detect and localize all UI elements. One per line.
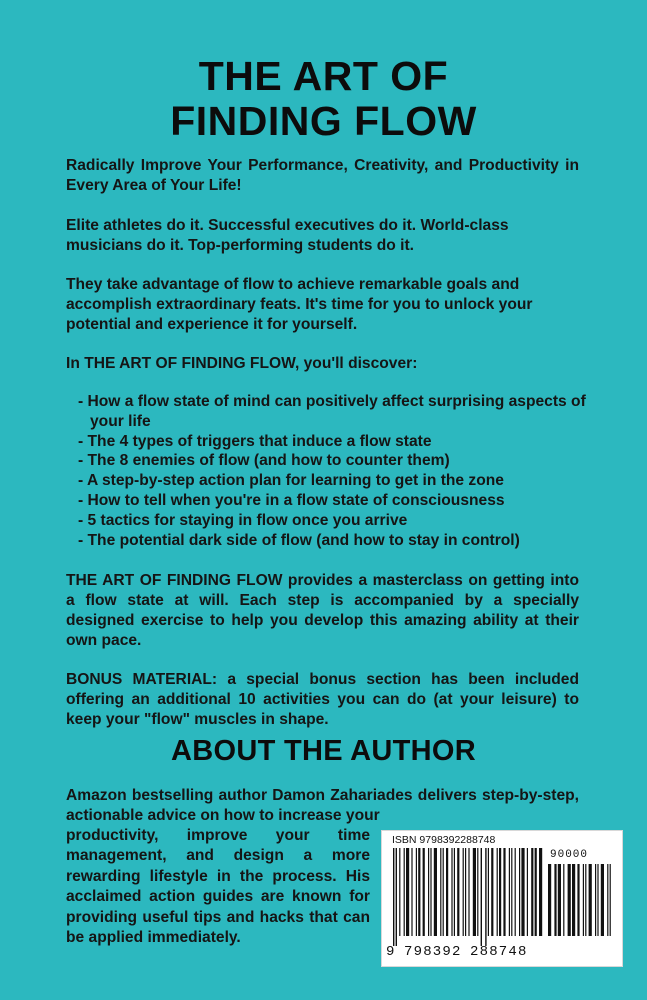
barcode-bar (521, 848, 524, 936)
list-item: - A step-by-step action plan for learning to get in the zone (78, 472, 504, 490)
masterclass-paragraph: THE ART OF FINDING FLOW provides a masterclass on getting into a flow state at will. Each step is accompanied by a specially designed exercise to help you develop this amazing ability at their own pace. (66, 572, 579, 649)
barcode-bar (488, 848, 489, 936)
barcode-bar (503, 848, 505, 936)
list-item: - The potential dark side of flow (and how to stay in control) (78, 531, 520, 549)
intro-paragraph: Elite athletes do it. Successful executives do it. World-class musicians do it. Top-performing students do it. (66, 217, 509, 254)
list-item: - The 8 enemies of flow (and how to counter them) (78, 452, 450, 470)
barcode-bar (434, 848, 437, 936)
addon-bars (548, 864, 614, 946)
discover-heading: In THE ART OF FINDING FLOW, you'll discover: (66, 355, 418, 372)
bonus-paragraph: BONUS MATERIAL: a special bonus section has been included offering an additional 10 activities you can do (at your leisure) to keep your "flow" muscles in shape. (66, 671, 579, 728)
tagline: Radically Improve Your Performance, Creativity, and Productivity in Every Area of Your Life! (66, 157, 579, 194)
barcode-bar (535, 848, 537, 936)
list-item: - How to tell when you're in a flow state of consciousness (78, 491, 505, 509)
barcode-bar (416, 848, 417, 936)
barcode-bar (589, 864, 592, 936)
barcode-bar (519, 848, 520, 936)
barcode-bar (430, 848, 431, 936)
barcode-bar (531, 848, 533, 936)
barcode-bar (497, 848, 498, 936)
ean13-bars (393, 848, 543, 946)
barcode-bar (399, 848, 400, 936)
isbn-barcode (381, 830, 623, 967)
title-line-2: FINDING FLOW (170, 98, 477, 144)
barcode-bar (539, 848, 542, 936)
about-author-heading: ABOUT THE AUTHOR (171, 735, 476, 767)
barcode-bar (563, 864, 564, 936)
barcode-bar (393, 848, 394, 946)
barcode-bar (477, 848, 478, 936)
barcode-bar (527, 848, 528, 936)
title-line-1: THE ART OF (198, 53, 449, 99)
barcode-bar (396, 848, 397, 946)
barcode-bar (583, 864, 584, 936)
barcode-bar (443, 848, 444, 936)
barcode-bar (457, 848, 459, 936)
barcode-bar (499, 848, 501, 936)
barcode-bar (440, 848, 441, 936)
isbn-digit-group-2: 288748 (470, 944, 528, 960)
barcode-bar (597, 864, 598, 936)
isbn-digit-group-1: 798392 (404, 944, 462, 960)
list-item: - How a flow state of mind can positively affect surprising aspects of your life (78, 393, 586, 430)
barcode-bar (423, 848, 425, 936)
barcode-bar (548, 864, 551, 936)
barcode-bar (585, 864, 586, 936)
barcode-bar (572, 864, 575, 936)
barcode-bar (515, 848, 516, 936)
barcode-bar (465, 848, 466, 936)
barcode-bar (428, 848, 429, 936)
isbn-label: ISBN 9798392288748 (392, 834, 496, 846)
flow-paragraph: They take advantage of flow to achieve remarkable goals and accomplish extraordinary feats. It's time for you to unlock your potential and experience it for yourself. (66, 276, 533, 333)
barcode-bar (406, 848, 409, 936)
barcode-bar (607, 864, 608, 936)
barcode-bar (473, 848, 476, 936)
addon-number: 90000 (550, 849, 589, 861)
author-bio-top: Amazon bestselling author Damon Zahariades delivers step-by-step, actionable advice on how to increase your (66, 787, 579, 824)
barcode-bar (577, 864, 579, 936)
isbn-first-digit: 9 (386, 944, 395, 960)
book-title (0, 54, 647, 144)
barcode-bar (558, 864, 561, 936)
barcode-bar (451, 848, 452, 936)
barcode-bar (511, 848, 512, 936)
barcode-bar (481, 848, 482, 946)
barcode-bar (485, 848, 486, 946)
barcode-bar (404, 848, 405, 936)
barcode-bar (509, 848, 510, 936)
barcode-bar (468, 848, 469, 936)
barcode-bar (463, 848, 464, 936)
author-bio-wrapped: productivity, improve your time management, and design a more rewarding lifestyle in the process. His acclaimed action guides are known for providing useful tips and hacks that can be applied immediately. (66, 827, 370, 947)
barcode-bar (418, 848, 420, 936)
barcode-bar (454, 848, 455, 936)
list-item: - 5 tactics for staying in flow once you arrive (78, 511, 408, 529)
barcode-bar (595, 864, 596, 936)
barcode-bar (491, 848, 493, 936)
barcode-bar (411, 848, 412, 936)
barcode-bar (568, 864, 571, 936)
barcode-bar (601, 864, 604, 936)
barcode-bar (610, 864, 611, 936)
barcode-bar (446, 848, 448, 936)
list-item: - The 4 types of triggers that induce a flow state (78, 432, 432, 450)
barcode-bar (554, 864, 556, 936)
discover-list (78, 392, 588, 550)
